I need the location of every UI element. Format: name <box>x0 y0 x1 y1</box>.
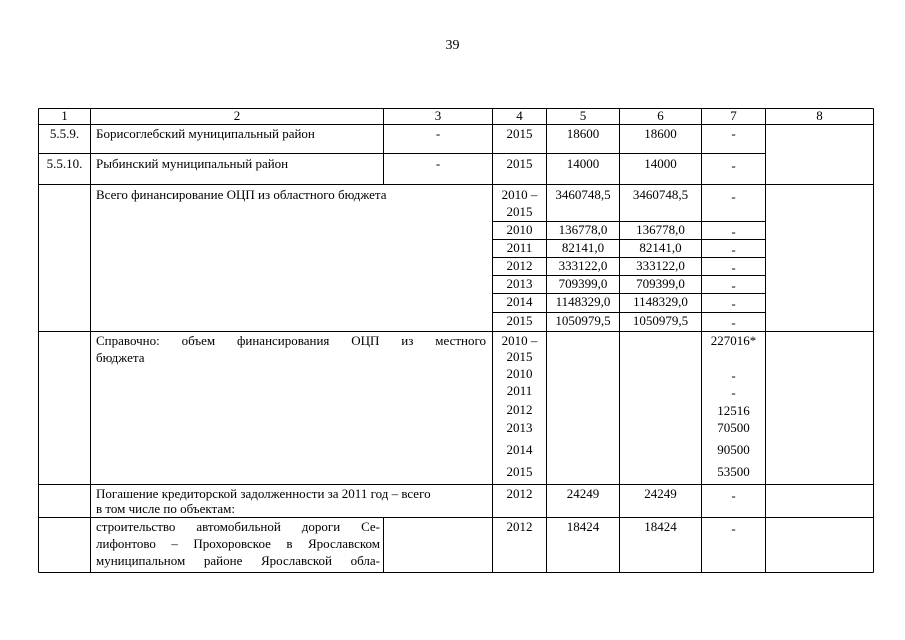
ref-col7: 53500 <box>717 464 750 479</box>
total-col5: 136778,0 <box>558 222 608 237</box>
total-col5: 82141,0 <box>561 240 605 255</box>
total-col7: - <box>731 278 736 293</box>
total-year: 2011 <box>506 240 533 255</box>
road-col6: 18424 <box>644 519 677 534</box>
header-col-7: 7 <box>730 108 737 123</box>
header-col-5: 5 <box>579 108 587 123</box>
row-number: 5.5.9. <box>49 126 80 141</box>
ref-year: 2013 <box>506 420 533 435</box>
row-year: 2015 <box>506 156 533 171</box>
header-col-4: 4 <box>516 108 523 123</box>
total-col7: - <box>731 296 736 311</box>
debt-col6: 24249 <box>644 486 677 501</box>
ref-year: 2010 – <box>501 333 538 348</box>
total-col7: - <box>731 260 736 275</box>
total-year: 2012 <box>506 258 533 273</box>
total-year: 2015 <box>506 313 533 328</box>
ref-year: 2012 <box>506 402 533 417</box>
row-col7: - <box>731 158 736 173</box>
total-label: Всего финансирование ОЦП из областного бюджета <box>96 187 387 202</box>
row-col6: 14000 <box>644 156 677 171</box>
ref-label-line1: Справочно: объем финансирования ОЦП из местного <box>96 333 486 348</box>
header-col-2: 2 <box>233 108 241 123</box>
total-col6: 333122,0 <box>636 258 685 273</box>
total-col5: 1148329,0 <box>555 294 611 309</box>
row-col5: 14000 <box>566 156 600 171</box>
total-col7: - <box>731 189 736 204</box>
header-col-1: 1 <box>61 108 68 123</box>
row-col5: 18600 <box>566 126 600 141</box>
total-col7: - <box>731 242 736 257</box>
debt-col5: 24249 <box>566 486 600 501</box>
ref-col7: 227016* <box>710 333 757 348</box>
total-col6: 136778,0 <box>636 222 685 237</box>
ref-col7: 90500 <box>717 442 750 457</box>
total-year: 2013 <box>506 276 533 291</box>
debt-year: 2012 <box>506 486 533 501</box>
total-col7: - <box>731 224 736 239</box>
total-year: 2010 <box>506 222 533 237</box>
road-label-line2: лифонтово – Прохоровское в Ярославском <box>96 536 380 551</box>
ref-col7: 70500 <box>717 420 750 435</box>
ref-col7: 12516 <box>717 403 750 418</box>
row-col3: - <box>435 156 441 171</box>
ref-year: 2015 <box>506 349 533 364</box>
road-year: 2012 <box>506 519 533 534</box>
total-col6: 1050979,5 <box>632 313 689 328</box>
row-name: Рыбинский муниципальный район <box>96 156 289 171</box>
header-col-6: 6 <box>657 108 664 123</box>
ref-year: 2015 <box>506 464 533 479</box>
total-col5: 1050979,5 <box>555 313 611 328</box>
total-col5: 3460748,5 <box>555 187 611 202</box>
ref-col7: - <box>731 368 736 383</box>
page-number: 39 <box>445 38 460 53</box>
total-col7: - <box>731 315 736 330</box>
total-year: 2015 <box>506 204 533 219</box>
total-col6: 1148329,0 <box>633 294 688 309</box>
total-year: 2010 – <box>501 187 538 202</box>
ref-year: 2014 <box>506 442 533 457</box>
ref-col7: - <box>731 385 736 400</box>
row-number: 5.5.10. <box>46 156 83 171</box>
row-year: 2015 <box>506 126 533 141</box>
total-col6: 3460748,5 <box>632 187 689 202</box>
total-col6: 82141,0 <box>639 240 682 255</box>
row-col6: 18600 <box>644 126 677 141</box>
ref-year: 2011 <box>506 383 533 398</box>
debt-label-line1: Погашение кредиторской задолженности за 2011 год – всего <box>96 486 431 501</box>
debt-col7: - <box>731 488 736 503</box>
ref-year: 2010 <box>506 366 533 381</box>
row-col7: - <box>731 126 736 141</box>
debt-label-line2: в том числе по объектам: <box>96 501 235 516</box>
total-col5: 709399,0 <box>558 276 608 291</box>
road-col7: - <box>731 521 736 536</box>
total-col6: 709399,0 <box>636 276 685 291</box>
row-name: Борисоглебский муниципальный район <box>96 126 315 141</box>
ref-label-line2: бюджета <box>96 350 145 365</box>
road-label-line3: муниципальном районе Ярославской обла- <box>96 553 380 568</box>
road-label-line1: строительство автомобильной дороги Се- <box>96 519 380 534</box>
road-col5: 18424 <box>566 519 600 534</box>
header-col-8: 8 <box>816 108 823 123</box>
total-col5: 333122,0 <box>558 258 608 273</box>
row-col3: - <box>435 126 441 141</box>
total-year: 2014 <box>506 294 533 309</box>
header-col-3: 3 <box>434 108 442 123</box>
